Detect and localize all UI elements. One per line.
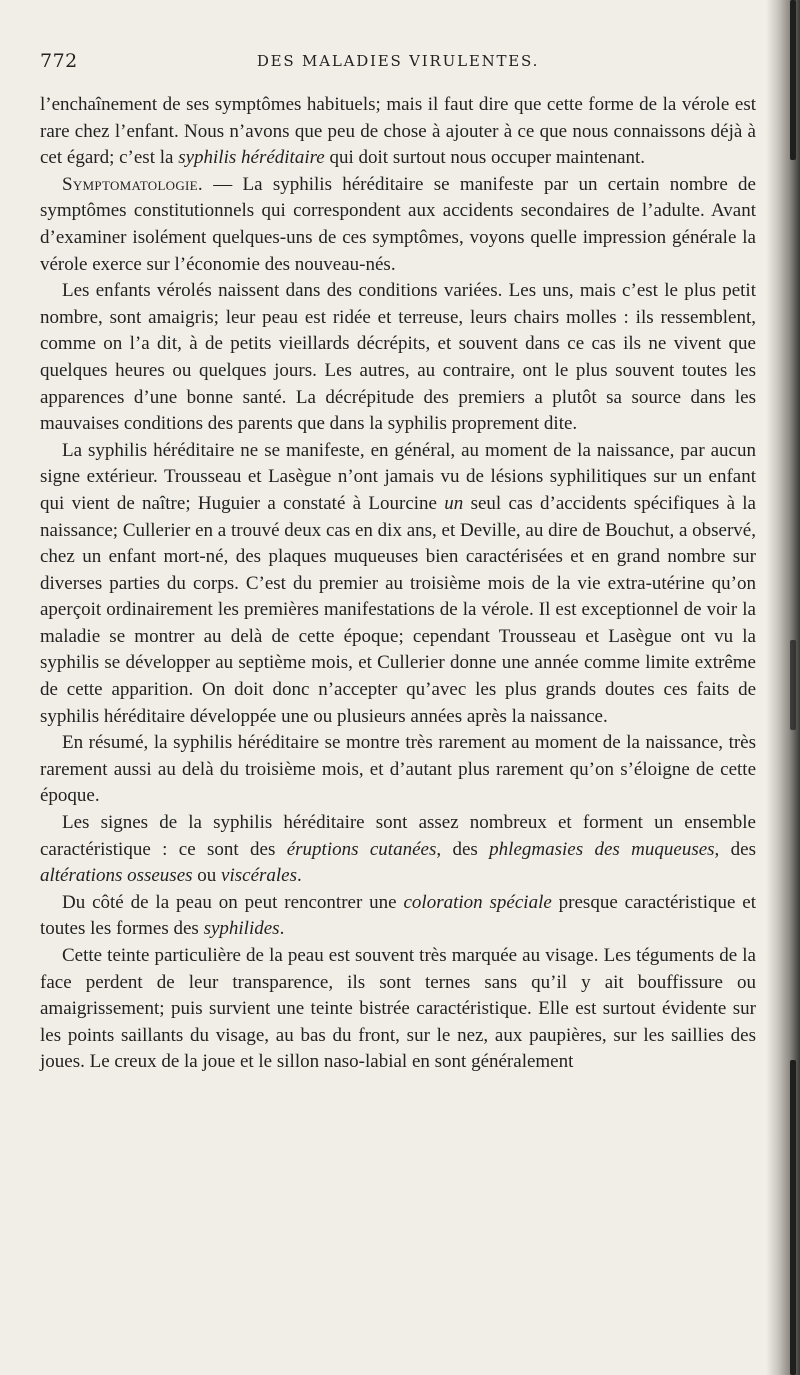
text-run: — La syphilis héréditaire se manifeste par un certain nombre de symptômes constitutionnels qui correspondent aux accidents secondaires de l’adulte. Avant d’examiner isolément quelques-uns de ces symptômes, voyons quelle impression générale la vérole exerce sur l’économie des nouveau-nés.: [40, 173, 756, 275]
paragraph-enfants-veroles: [40, 278, 756, 438]
paragraph-peau: [40, 890, 756, 943]
text-run: ou: [192, 865, 222, 887]
edge-streak: [790, 0, 796, 160]
text-run: seul cas d’accidents spécifiques à la naissance; Cullerier en a trouvé deux cas en dix ans, et Deville, au dire de Bouchut, a observé, chez un enfant mort-né, des plaques muqueuses bien caractérisées et en grand nombre sur diverses parties du corps. C’est du premier au troisième mois de la vie extra-utérine qu’on aperçoit ordinairement les premières manifestations de la vérole. Il est exceptionnel de voir la maladie se montrer au delà de cette époque; cependant Trousseau et Lasègue ont vu la syphilis se développer au septième mois, et Cullerier donne une année comme limite extrême de cette apparition. On doit donc n’accepter qu’avec les plus grands doutes ces faits de syphilis héréditaire développée une ou plusieurs années après la naissance.: [40, 492, 756, 727]
text-run: .: [279, 918, 285, 940]
text-run: Cette teinte particulière de la peau est souvent très marquée au visage. Les téguments de la face perdent de leur transparence, ils sont ternes sans qu’il y ait bouffissure ou amaigrissement; puis survient une teinte bistrée caractéristique. Elle est surtout évidente sur les points saillants du visage, au bas du front, sur le nez, aux paupières, sur les saillies des joues. Le creux de la joue et le sillon naso-labial en sont généralement: [40, 945, 756, 1073]
italic-term: phlegmasies des muqueuses: [489, 838, 715, 860]
page-header: [40, 50, 756, 80]
italic-term: syphilides: [203, 918, 280, 940]
paragraph-manifestation: [40, 438, 756, 731]
paragraph-resume: [40, 730, 756, 810]
text-run: qui doit surtout nous occuper maintenant.: [324, 147, 646, 169]
text-run: , des: [436, 838, 490, 860]
text-run: En résumé, la syphilis héréditaire se montre très rarement au moment de la naissance, très rarement aussi au delà du troisième mois, et d’autant plus rarement qu’on s’éloigne de cette époque.: [40, 732, 756, 807]
paragraph-signes: [40, 810, 756, 890]
text-run: Les signes de la syphilis héréditaire sont assez nombreux et forment un ensemble caractéristique : ce sont des: [40, 812, 756, 860]
section-heading: Symptomatologie.: [62, 173, 203, 195]
text-run: presque caractéristique et toutes les formes des: [40, 891, 756, 940]
italic-term: un: [444, 492, 464, 514]
paragraph-symptomatologie: [40, 172, 756, 278]
edge-streak: [790, 640, 796, 730]
text-run: , des: [714, 838, 756, 860]
italic-term: altérations osseuses: [40, 865, 193, 887]
italic-term: syphilis héréditaire: [178, 147, 325, 169]
body-text: [40, 92, 756, 1076]
italic-term: viscérales: [221, 865, 298, 887]
italic-term: coloration spéciale: [403, 891, 552, 913]
paragraph-teinte: [40, 943, 756, 1076]
text-run: La syphilis héréditaire ne se manifeste, en général, au moment de la naissance, par aucun signe extérieur. Trousseau et Lasègue n’ont jamais vu de lésions syphilitiques sur un enfant qui vient de naître; Huguier a constaté à Lourcine: [40, 439, 756, 514]
paragraph-intro: [40, 92, 756, 172]
running-title: DES MALADIES VIRULENTES.: [256, 52, 540, 70]
text-run: Du côté de la peau on peut rencontrer une: [62, 891, 404, 913]
page-number: 772: [40, 50, 78, 72]
italic-term: éruptions cutanées: [286, 838, 437, 860]
text-run: Les enfants vérolés naissent dans des conditions variées. Les uns, mais c’est le plus petit nombre, sont amaigris; leur peau est ridée et terreuse, leurs chairs molles : ils ressemblent, comme on l’a dit, à de petits vieillards décrépits, et souvent dans ce cas ils ne vivent que quelques heures ou quelques jours. Les autres, au contraire, ont le plus souvent toutes les apparences d’une bonne santé. La décrépitude des premiers a plutôt sa source dans les mauvaises conditions des parents que dans la syphilis proprement dite.: [40, 280, 756, 435]
text-run: l’enchaînement de ses symptômes habituels; mais il faut dire que cette forme de la vérole est rare chez l’enfant. Nous n’avons que peu de chose à ajouter à ce que nous connaissons déjà à cet égard; c’est la: [40, 94, 756, 169]
text-run: .: [297, 865, 302, 887]
edge-streak: [790, 1060, 796, 1375]
page-edge-shadow: [766, 0, 800, 1375]
